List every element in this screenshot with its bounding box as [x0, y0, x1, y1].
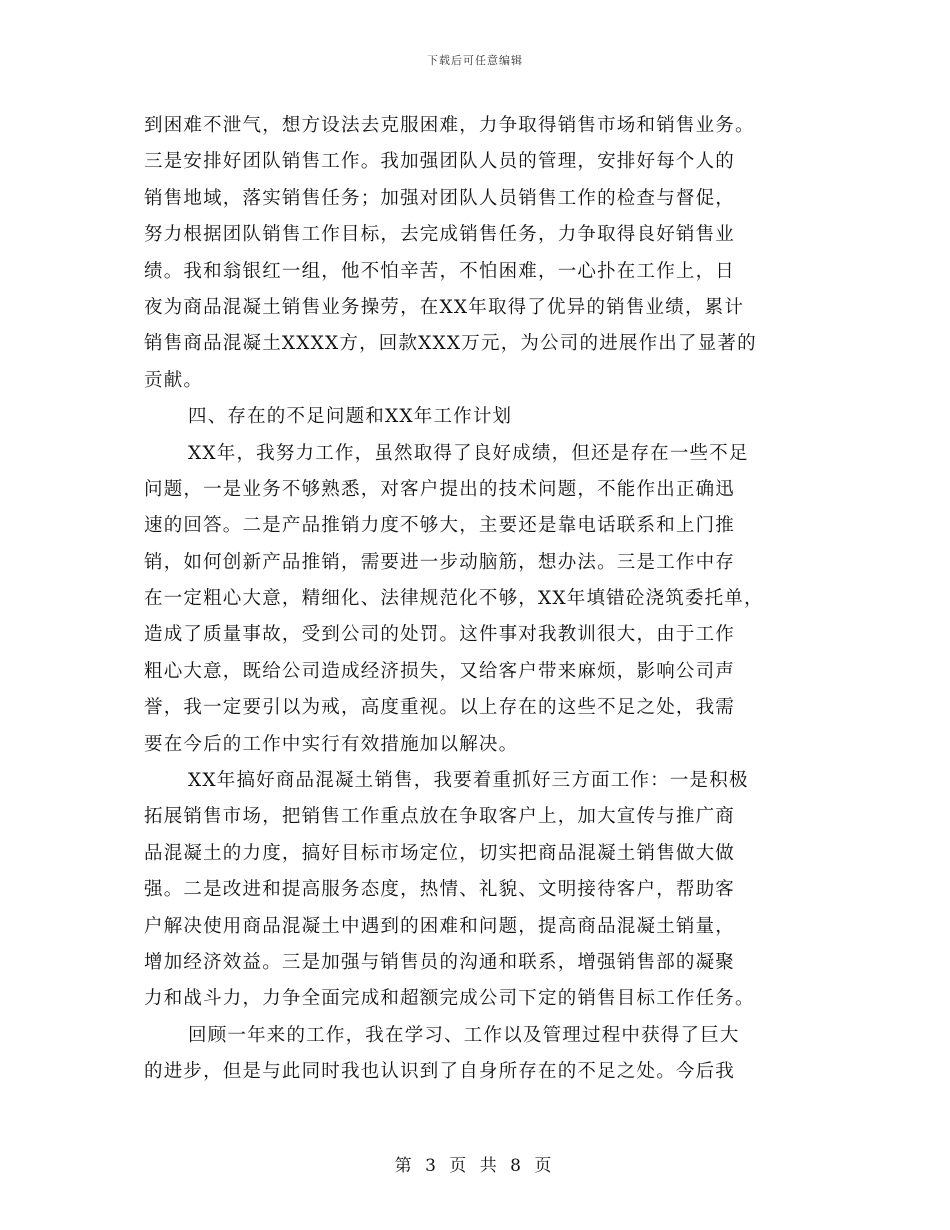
- section-heading-text: 四、存在的不足问题和XX年工作计划: [188, 406, 513, 428]
- paragraph-work-plan: [144, 763, 804, 1018]
- text-line: 速的回答。二是产品推销力度不够大，主要还是靠电话联系和上门推: [144, 515, 736, 537]
- page-header-note: 下载后可任意编辑: [427, 54, 523, 67]
- text-line: 户解决使用商品混凝土中遇到的困难和问题，提高商品混凝土销量，: [144, 915, 736, 937]
- document-body: [144, 108, 804, 1091]
- text-line: 回顾一年来的工作，我在学习、工作以及管理过程中获得了巨大: [188, 1024, 740, 1046]
- page-number-footer: 第 3 页 共 8 页: [394, 1156, 556, 1176]
- text-line: 销售商品混凝土XXXX方，回款XXX万元，为公司的进展作出了显著的: [144, 333, 757, 355]
- section-heading-4: [144, 399, 804, 435]
- paragraph-review: [144, 1018, 804, 1091]
- paragraph-team-sales: [144, 108, 804, 399]
- text-line: 粗心大意，既给公司造成经济损失，又给客户带来麻烦，影响公司声: [144, 660, 736, 682]
- paragraph-shortcomings: [144, 436, 804, 764]
- text-line: 造成了质量事故，受到公司的处罚。这件事对我教训很大，由于工作: [144, 624, 736, 646]
- text-line: 增加经济效益。三是加强与销售员的沟通和联系，增强销售部的凝聚: [144, 951, 736, 973]
- text-line: 力和战斗力，力争全面完成和超额完成公司下定的销售目标工作任务。: [144, 988, 755, 1010]
- text-line: XX年搞好商品混凝土销售，我要着重抓好三方面工作：一是积极: [188, 770, 749, 792]
- text-line: 销，如何创新产品推销，需要进一步动脑筋，想办法。三是工作中存: [144, 551, 736, 573]
- text-line: 贡献。: [144, 369, 204, 391]
- text-line: 销售地域，落实销售任务；加强对团队人员销售工作的检查与督促，: [144, 187, 736, 209]
- text-line: 三是安排好团队销售工作。我加强团队人员的管理，安排好每个人的: [144, 151, 736, 173]
- text-line: 要在今后的工作中实行有效措施加以解决。: [144, 733, 519, 755]
- text-line: XX年，我努力工作，虽然取得了良好成绩，但还是存在一些不足: [188, 442, 749, 464]
- text-line: 努力根据团队销售工作目标，去完成销售任务，力争取得良好销售业: [144, 224, 736, 246]
- text-line: 绩。我和翁银红一组，他不怕辛苦，不怕困难，一心扑在工作上，日: [144, 260, 736, 282]
- text-line: 誉，我一定要引以为戒，高度重视。以上存在的这些不足之处，我需: [144, 697, 736, 719]
- text-line: 的进步，但是与此同时我也认识到了自身所存在的不足之处。今后我: [144, 1061, 736, 1083]
- text-line: 问题，一是业务不够熟悉，对客户提出的技术问题，不能作出正确迅: [144, 478, 736, 500]
- text-line: 在一定粗心大意，精细化、法律规范化不够，XX年填错砼浇筑委托单，: [144, 588, 764, 610]
- text-line: 品混凝土的力度，搞好目标市场定位，切实把商品混凝土销售做大做: [144, 842, 736, 864]
- text-line: 强。二是改进和提高服务态度，热情、礼貌、文明接待客户，帮助客: [144, 879, 736, 901]
- text-line: 夜为商品混凝土销售业务操劳，在XX年取得了优异的销售业绩，累计: [144, 296, 745, 318]
- text-line: 拓展销售市场，把销售工作重点放在争取客户上，加大宣传与推广商: [144, 806, 736, 828]
- text-line: 到困难不泄气，想方设法去克服困难，力争取得销售市场和销售业务。: [144, 115, 755, 136]
